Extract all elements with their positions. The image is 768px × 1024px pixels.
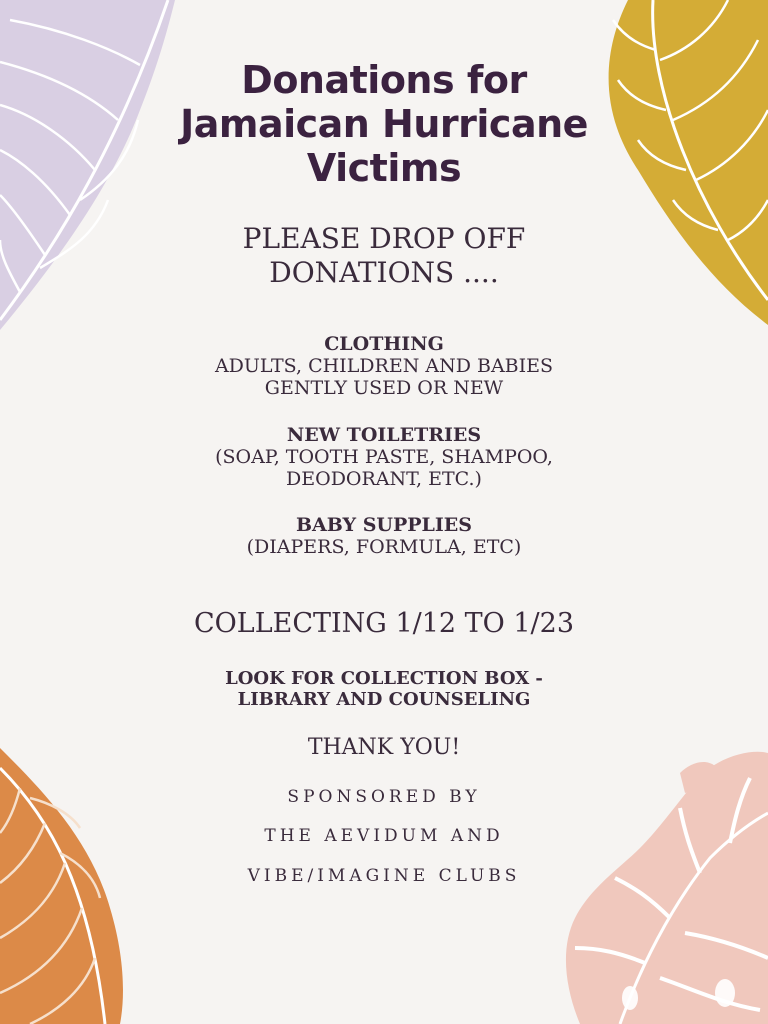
collection-box-line-2: LIBRARY AND COUNSELING	[237, 689, 531, 710]
collection-box-note	[0, 668, 768, 710]
dropoff-line-1: PLEASE DROP OFF	[242, 222, 526, 255]
title-line-3: Victims	[306, 146, 462, 190]
flyer-title	[0, 58, 768, 190]
section-heading: NEW TOILETRIES	[286, 424, 482, 446]
section-line: ADULTS, CHILDREN AND BABIES	[214, 355, 554, 377]
title-line-2: Jamaican Hurricane	[180, 102, 588, 146]
section-line: (DIAPERS, FORMULA, ETC)	[246, 536, 522, 558]
sponsor-line-2: THE AEVIDUM AND	[264, 826, 504, 846]
thank-you-text: THANK YOU!	[307, 735, 461, 760]
section-heading: BABY SUPPLIES	[295, 514, 473, 536]
dropoff-line-2: DONATIONS ....	[269, 256, 499, 289]
sponsor-line-1: SPONSORED BY	[287, 787, 481, 807]
baby-supplies-section	[0, 514, 768, 558]
title-line-1: Donations for	[241, 58, 527, 102]
section-heading: CLOTHING	[324, 333, 444, 355]
toiletries-section	[0, 424, 768, 490]
section-line: GENTLY USED OR NEW	[264, 377, 504, 399]
section-line: DEODORANT, ETC.)	[286, 468, 482, 490]
dropoff-heading	[0, 222, 768, 290]
sponsor-line-3: VIBE/IMAGINE CLUBS	[247, 866, 521, 886]
collection-box-line-1: LOOK FOR COLLECTION BOX -	[225, 668, 543, 689]
collecting-dates: COLLECTING 1/12 TO 1/23	[193, 608, 575, 639]
section-line: (SOAP, TOOTH PASTE, SHAMPOO,	[215, 446, 553, 468]
clothing-section	[0, 333, 768, 399]
